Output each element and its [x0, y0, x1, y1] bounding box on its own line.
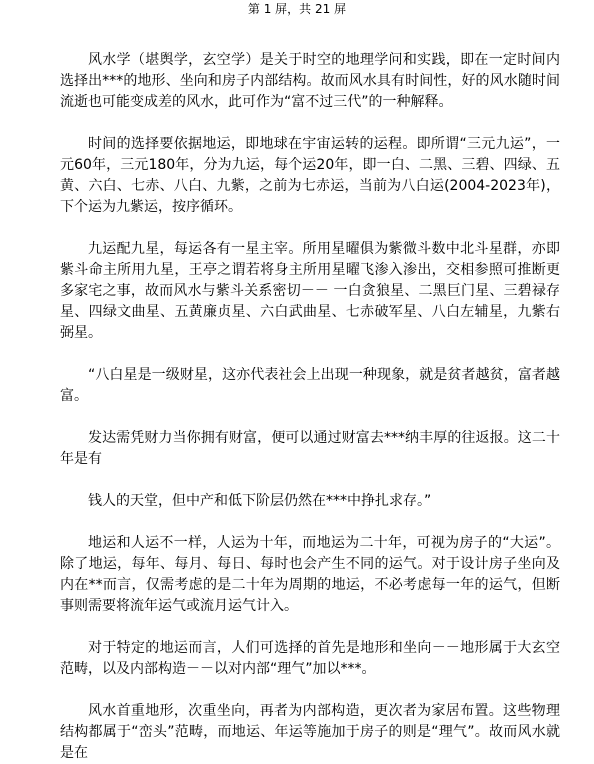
paragraph-quote-3: 钱人的天堂，但中产和低下阶层仍然在***中挣扎求存。” — [88, 493, 432, 509]
paragraph-gap — [60, 512, 560, 533]
paragraph-quote-1: “八白星是一级财星，这亦代表社会上出现一种现象，就是贫者越贫，富者越富。 — [60, 367, 560, 404]
paragraph-intro: 风水学（堪舆学，玄空学）是关于时空的地理学问和实践，即在一定时间内选择出***的地形、坐向和房子内部结构。故而风水具有时间性，好的风水随时间流逝也可能变成差的风水，此可作为“富不过三代”的一种解释。 — [60, 52, 560, 110]
paragraph-time-selection: 时间的选择要依据地运，即地球在宇宙运转的运程。即所谓“三元九运”，一元60年，三元180年，分为九运，每个运20年，即一白、二黑、三碧、四绿、五黄、六白、七赤、八白、九紫，之前为七赤运，当前为八白运(2004-2023年)，下个运为九紫运，按序循环。 — [60, 136, 560, 215]
paragraph-gap — [60, 617, 560, 638]
paragraph-gap — [60, 113, 560, 134]
paragraph-gap — [60, 344, 560, 365]
paragraph-nine-stars: 九运配九星，每运各有一星主宰。所用星曜俱为紫微斗数中北斗星群，亦即紫斗命主所用九星，王亭之谓若将身主所用星曜飞渗入渗出，交相参照可推断更多家宅之事，故而风水与紫斗关系密切－－ 一白贪狼星、二黑巨门星、三碧禄存星、四绿文曲星、五黄廉贞星、六白武曲星、七赤破军星、八白左辅星，九紫右弼星。 — [60, 241, 560, 341]
paragraph-earth-luck: 地运和人运不一样，人运为十年，而地运为二十年，可视为房子的“大运”。除了地运，每年、每月、每日、每时也会产生不同的运气。对于设计房子坐向及内在**而言，仅需考虑的是二十年为周期的地运，不必考虑每一年的运气，但断事则需要将流年运气或流月运气计入。 — [60, 535, 560, 614]
page-indicator: 第 1 屏，共 21 屏 — [247, 2, 347, 16]
paragraph-gap — [60, 680, 560, 701]
document-body — [60, 50, 560, 764]
paragraph-gap — [60, 470, 560, 491]
paragraph-terrain-orientation: 对于特定的地运而言，人们可选择的首先是地形和坐向－－地形属于大玄空范畴，以及内部构造－－以对内部“理气”加以***。 — [60, 640, 560, 677]
paragraph-gap — [60, 218, 560, 239]
paragraph-quote-2: 发达需凭财力当你拥有财富，便可以通过财富去***纳丰厚的往返报。这二十年是有 — [60, 430, 560, 467]
paragraph-gap — [60, 407, 560, 428]
paragraph-form-school: 风水首重地形，次重坐向，再者为内部构造，更次者为家居布置。这些物理结构都属于“峦头”范畴，而地运、年运等施加于房子的则是“理气”。故而风水就是在 — [60, 703, 560, 761]
